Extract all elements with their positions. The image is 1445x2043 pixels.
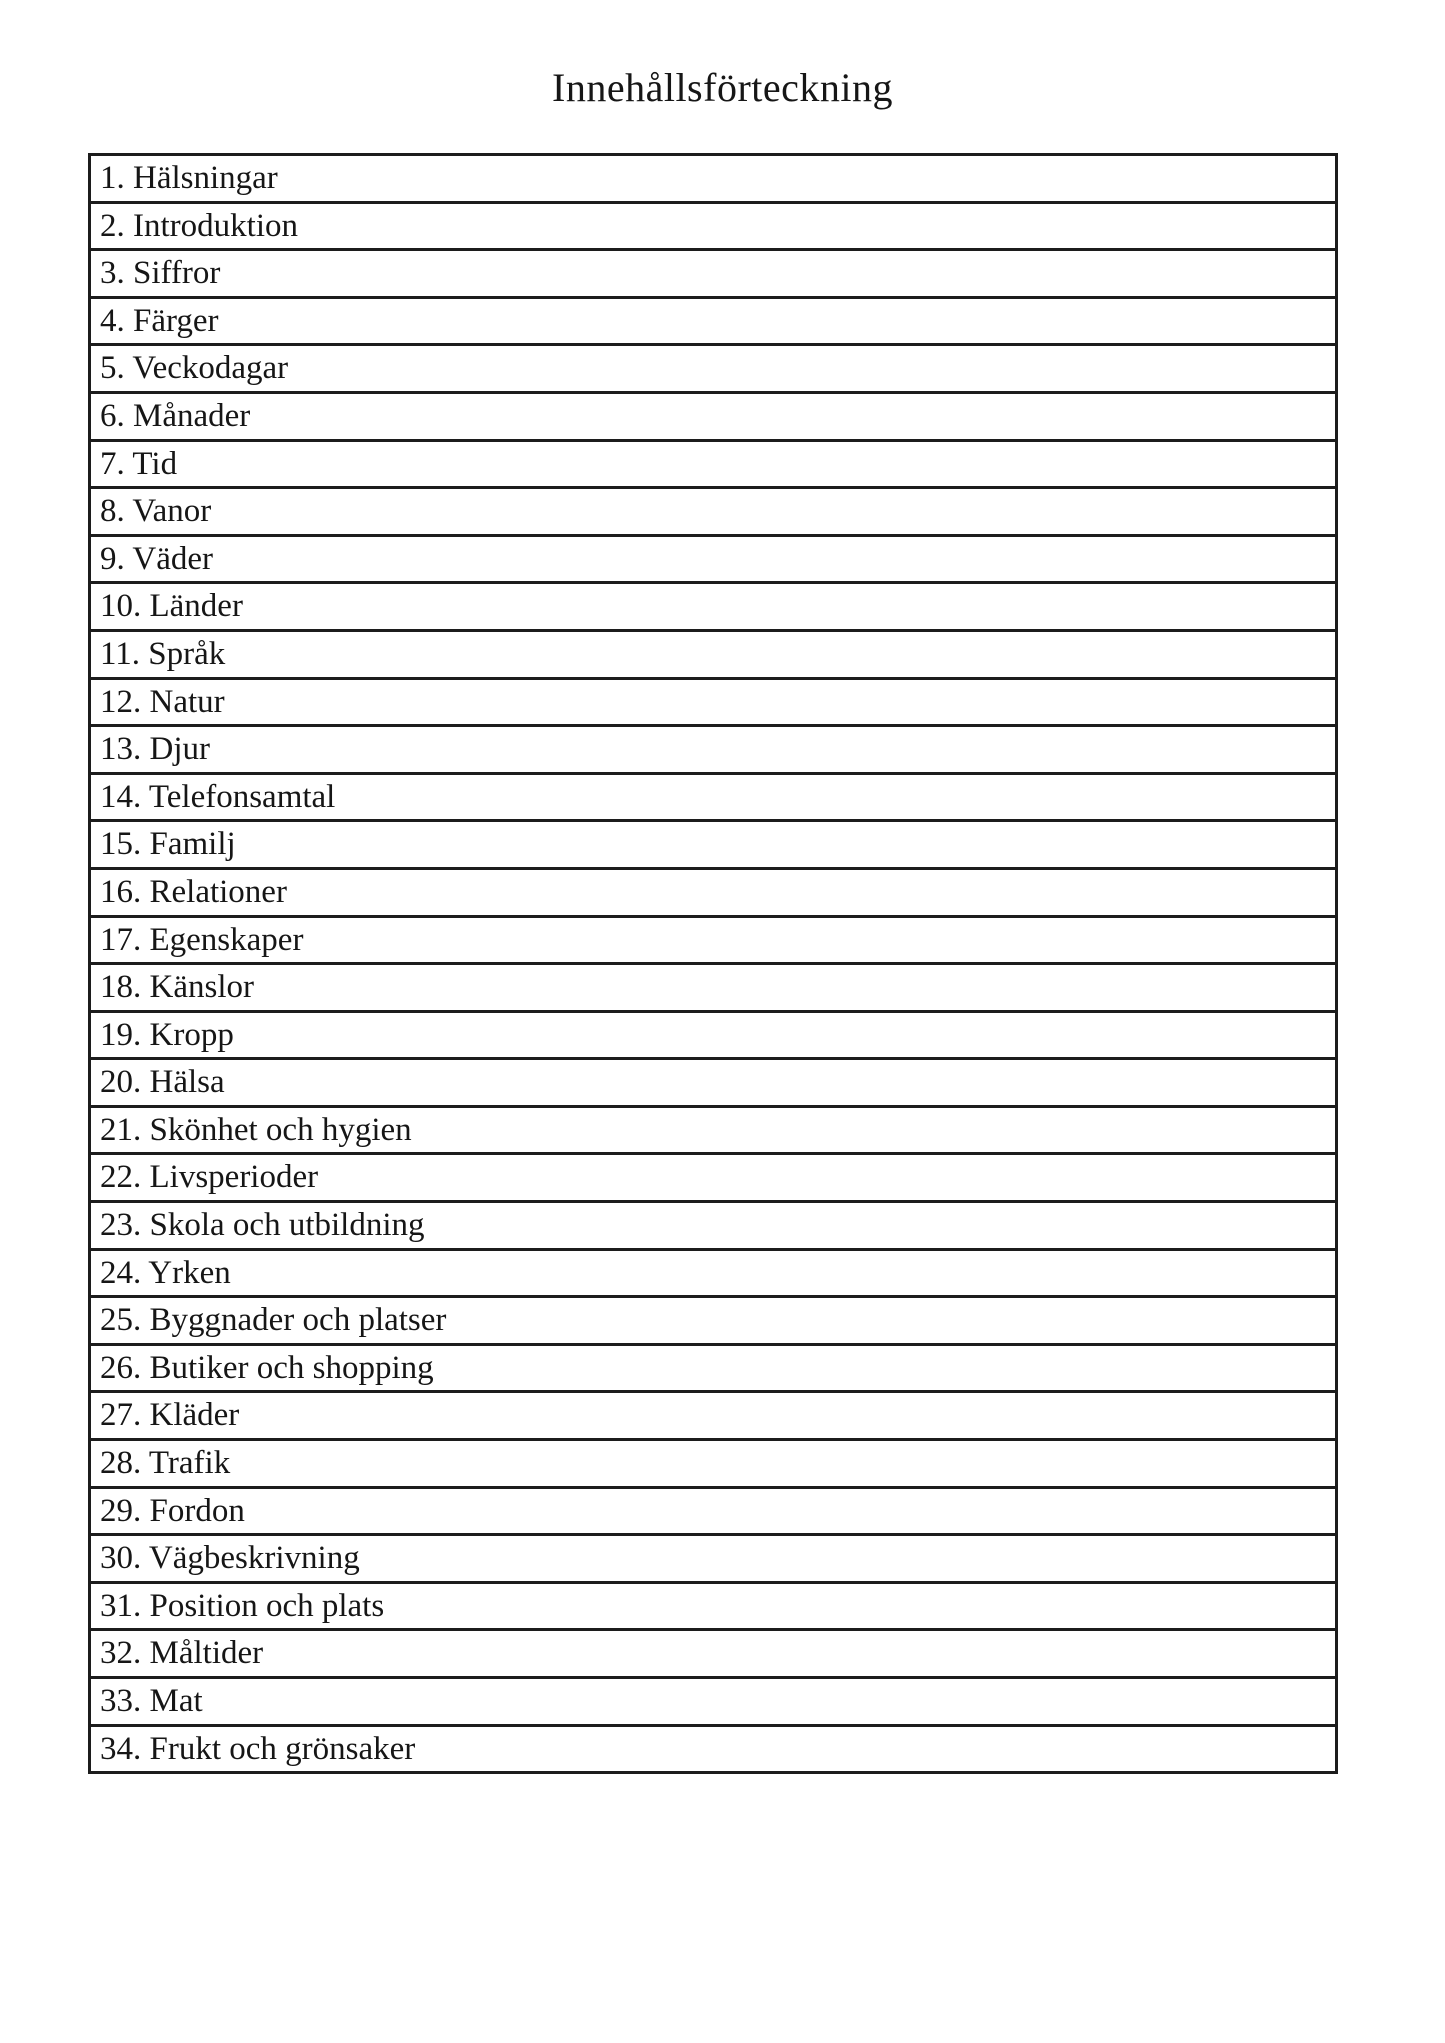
toc-row bbox=[91, 156, 1335, 204]
toc-row bbox=[91, 537, 1335, 585]
toc-row bbox=[91, 1679, 1335, 1727]
toc-row bbox=[91, 346, 1335, 394]
toc-item-text: 1. Hälsningar bbox=[100, 160, 278, 196]
toc-row bbox=[91, 1536, 1335, 1584]
toc-item-text: 17. Egenskaper bbox=[100, 921, 304, 958]
toc-item-text: 15. Familj bbox=[100, 826, 236, 863]
toc-row bbox=[91, 1346, 1335, 1394]
toc-item-text: 8. Vanor bbox=[100, 493, 212, 530]
toc-item-text: 14. Telefonsamtal bbox=[100, 778, 336, 815]
toc-row bbox=[91, 584, 1335, 632]
toc-item-text: 13. Djur bbox=[100, 731, 210, 768]
toc-row bbox=[91, 394, 1335, 442]
toc-item-text: 4. Färger bbox=[100, 302, 219, 339]
toc-item-text: 25. Byggnader och platser bbox=[100, 1302, 447, 1339]
toc-row bbox=[91, 251, 1335, 299]
toc-item-text: 16. Relationer bbox=[100, 873, 287, 910]
toc-row bbox=[91, 1393, 1335, 1441]
toc-item-text: 2. Introduktion bbox=[100, 207, 298, 244]
toc-row bbox=[91, 870, 1335, 918]
toc-table bbox=[88, 153, 1338, 1774]
toc-row bbox=[91, 1727, 1335, 1772]
toc-item-text: 7. Tid bbox=[100, 445, 178, 482]
toc-row bbox=[91, 1060, 1335, 1108]
toc-item-text: 19. Kropp bbox=[100, 1016, 234, 1053]
toc-row bbox=[91, 489, 1335, 537]
toc-row bbox=[91, 1251, 1335, 1299]
toc-item-text: 21. Skönhet och hygien bbox=[100, 1111, 412, 1148]
toc-row bbox=[91, 1013, 1335, 1061]
toc-row bbox=[91, 1108, 1335, 1156]
toc-item-text: 34. Frukt och grönsaker bbox=[100, 1730, 416, 1767]
toc-item-text: 26. Butiker och shopping bbox=[100, 1349, 434, 1386]
toc-row bbox=[91, 442, 1335, 490]
toc-row bbox=[91, 299, 1335, 347]
toc-item-text: 33. Mat bbox=[100, 1683, 203, 1719]
toc-item-text: 31. Position och plats bbox=[100, 1587, 385, 1624]
toc-row bbox=[91, 1584, 1335, 1632]
toc-item-text: 20. Hälsa bbox=[100, 1064, 225, 1101]
toc-row bbox=[91, 632, 1335, 680]
toc-item-text: 29. Fordon bbox=[100, 1492, 245, 1529]
toc-item-text: 27. Kläder bbox=[100, 1397, 240, 1434]
toc-row bbox=[91, 918, 1335, 966]
toc-item-text: 6. Månader bbox=[100, 397, 251, 434]
toc-row bbox=[91, 1441, 1335, 1489]
toc-row bbox=[91, 775, 1335, 823]
toc-row bbox=[91, 727, 1335, 775]
toc-row bbox=[91, 822, 1335, 870]
toc-item-text: 23. Skola och utbildning bbox=[100, 1207, 425, 1244]
toc-row bbox=[91, 680, 1335, 728]
toc-item-text: 10. Länder bbox=[100, 588, 243, 625]
toc-row bbox=[91, 965, 1335, 1013]
toc-item-text: 28. Trafik bbox=[100, 1445, 231, 1482]
toc-item-text: 12. Natur bbox=[100, 683, 225, 720]
page-title: Innehållsförteckning bbox=[552, 65, 893, 110]
toc-item-text: 22. Livsperioder bbox=[100, 1159, 319, 1196]
toc-item-text: 32. Måltider bbox=[100, 1635, 264, 1672]
toc-item-text: 5. Veckodagar bbox=[100, 350, 289, 387]
toc-row bbox=[91, 1155, 1335, 1203]
toc-row bbox=[91, 1203, 1335, 1251]
toc-item-text: 3. Siffror bbox=[100, 255, 221, 292]
toc-row bbox=[91, 204, 1335, 252]
toc-item-text: 11. Språk bbox=[100, 635, 226, 672]
toc-item-text: 24. Yrken bbox=[100, 1254, 231, 1291]
toc-row bbox=[91, 1298, 1335, 1346]
toc-item-text: 9. Väder bbox=[100, 540, 214, 577]
toc-row bbox=[91, 1489, 1335, 1537]
toc-item-text: 30. Vägbeskrivning bbox=[100, 1540, 360, 1577]
toc-item-text: 18. Känslor bbox=[100, 969, 254, 1006]
toc-row bbox=[91, 1631, 1335, 1679]
